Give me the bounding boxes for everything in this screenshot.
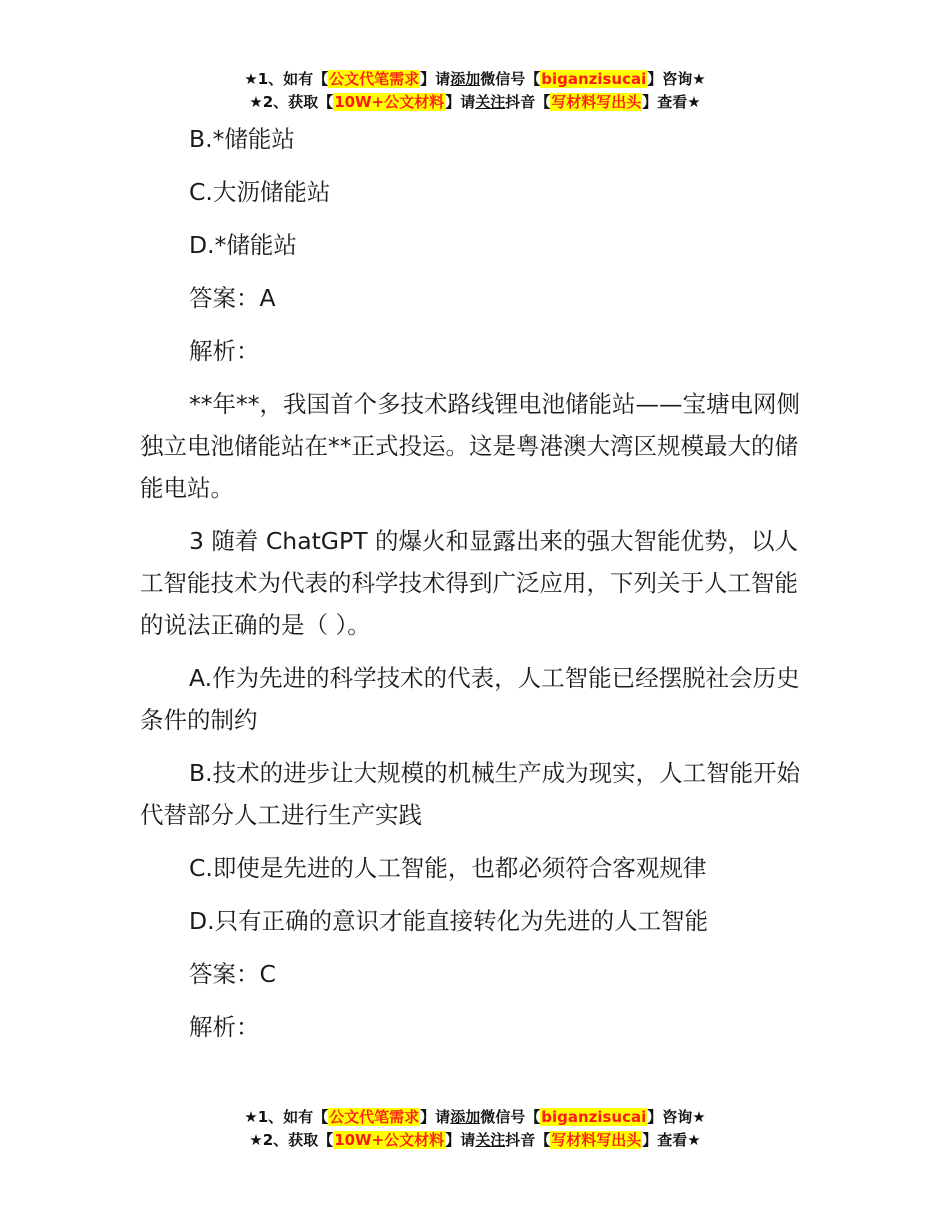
- highlight-text: 公文代笔需求: [329, 1108, 420, 1126]
- banner-text: 】请: [445, 93, 476, 111]
- underlined-text: 关注: [475, 93, 506, 111]
- option-d: D.*储能站: [189, 231, 297, 259]
- banner-text: 】查看★: [642, 1131, 701, 1149]
- banner-text: ★2、获取【: [249, 93, 334, 111]
- highlight-text: 10W+公文材料: [334, 1131, 445, 1149]
- footer-banner: [0, 1106, 950, 1152]
- highlight-text: 公文代笔需求: [329, 70, 420, 88]
- underlined-text: 关注: [475, 1131, 506, 1149]
- banner-text: 】咨询★: [647, 70, 706, 88]
- option-b: B.*储能站: [189, 125, 295, 153]
- banner-line-1: [0, 1106, 950, 1129]
- banner-text: ★1、如有【: [244, 70, 329, 88]
- banner-text: ★1、如有【: [244, 1108, 329, 1126]
- option-d: D.只有正确的意识才能直接转化为先进的人工智能: [189, 907, 709, 935]
- underlined-text: 添加: [450, 1108, 481, 1126]
- banner-text: 】请: [420, 1108, 451, 1126]
- banner-text: 】查看★: [642, 93, 701, 111]
- option-c: C.大沥储能站: [189, 178, 331, 206]
- banner-text: 微信号【: [480, 1108, 541, 1126]
- option-b: B.技术的进步让大规模的机械生产成为现实，人工智能开始代替部分人工进行生产实践: [140, 759, 801, 829]
- banner-line-2: [0, 91, 950, 114]
- analysis-label: 解析：: [189, 337, 260, 365]
- highlight-text: 10W+公文材料: [334, 93, 445, 111]
- answer: 答案：C: [189, 960, 276, 988]
- answer: 答案：A: [189, 284, 276, 312]
- question-3: 3 随着 ChatGPT 的爆火和显露出来的强大智能优势，以人工智能技术为代表的科学技术得到广泛应用，下列关于人工智能的说法正确的是（ ）。: [140, 527, 799, 639]
- banner-text: 】咨询★: [647, 1108, 706, 1126]
- analysis-label: 解析：: [189, 1013, 260, 1041]
- highlight-text: 写材料写出头: [551, 93, 642, 111]
- option-a: A.作为先进的科学技术的代表，人工智能已经摆脱社会历史条件的制约: [140, 664, 800, 734]
- highlight-text: 写材料写出头: [551, 1131, 642, 1149]
- banner-text: 抖音【: [505, 1131, 551, 1149]
- header-banner: [0, 68, 950, 114]
- option-c: C.即使是先进的人工智能，也都必须符合客观规律: [189, 854, 707, 882]
- banner-text: ★2、获取【: [249, 1131, 334, 1149]
- banner-line-2: [0, 1129, 950, 1152]
- banner-line-1: [0, 68, 950, 91]
- analysis-text: **年**，我国首个多技术路线锂电池储能站——宝塘电网侧独立电池储能站在**正式投运。这是粤港澳大湾区规模最大的储能电站。: [140, 390, 800, 502]
- highlight-text: biganzisucai: [541, 70, 647, 88]
- underlined-text: 添加: [450, 70, 481, 88]
- banner-text: 】请: [420, 70, 451, 88]
- banner-text: 抖音【: [505, 93, 551, 111]
- document-body: [140, 118, 812, 1059]
- highlight-text: biganzisucai: [541, 1108, 647, 1126]
- banner-text: 】请: [445, 1131, 476, 1149]
- banner-text: 微信号【: [480, 70, 541, 88]
